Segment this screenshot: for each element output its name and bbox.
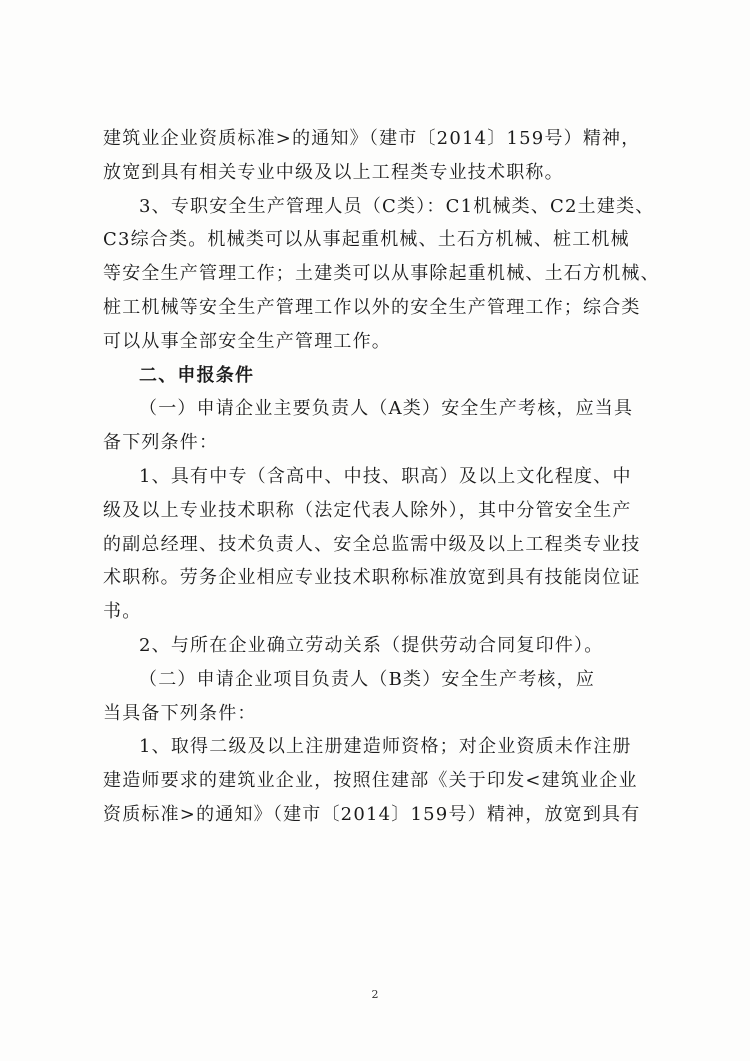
- text-line: 术职称。劳务企业相应专业技术职称标准放宽到具有技能岗位证: [103, 567, 641, 589]
- text-line: 备下列条件：: [103, 432, 219, 454]
- text-line: 当具备下列条件：: [103, 702, 257, 724]
- section-heading: 二、申报条件: [139, 364, 255, 386]
- text-line: 3、专职安全生产管理人员（C类）：C1机械类、C2土建类、: [139, 195, 655, 217]
- document-body: [103, 122, 661, 832]
- text-line: （一）申请企业主要负责人（A类）安全生产考核，应当具: [139, 398, 634, 420]
- text-line: 书。: [103, 601, 142, 623]
- text-line: 放宽到具有相关专业中级及以上工程类专业技术职称。: [103, 161, 564, 183]
- text-line: 桩工机械等安全生产管理工作以外的安全生产管理工作；综合类: [103, 296, 641, 318]
- page-number: 2: [371, 988, 379, 1001]
- text-line: 等安全生产管理工作；土建类可以从事除起重机械、土石方机械、: [103, 263, 660, 285]
- text-line: 资质标准>的通知》（建市〔2014〕159号）精神，放宽到具有: [103, 803, 641, 825]
- text-line: 的副总经理、技术负责人、安全总监需中级及以上工程类专业技: [103, 533, 641, 555]
- text-line: （二）申请企业项目负责人（B类）安全生产考核，应: [139, 668, 596, 690]
- text-line: C3综合类。机械类可以从事起重机械、土石方机械、桩工机械: [103, 229, 630, 251]
- text-line: 建筑业企业资质标准>的通知》（建市〔2014〕159号）精神，: [103, 128, 641, 149]
- text-line: 1、具有中专（含高中、中技、职高）及以上文化程度、中: [139, 465, 632, 487]
- text-line: 可以从事全部安全生产管理工作。: [103, 330, 391, 352]
- text-line: 1、取得二级及以上注册建造师资格；对企业资质未作注册: [139, 736, 632, 758]
- text-line: 建造师要求的建筑业企业，按照住建部《关于印发<建筑业企业: [103, 770, 638, 792]
- text-line: 级及以上专业技术职称（法定代表人除外），其中分管安全生产: [103, 499, 632, 521]
- text-line: 2、与所在企业确立劳动关系（提供劳动合同复印件）。: [139, 634, 604, 656]
